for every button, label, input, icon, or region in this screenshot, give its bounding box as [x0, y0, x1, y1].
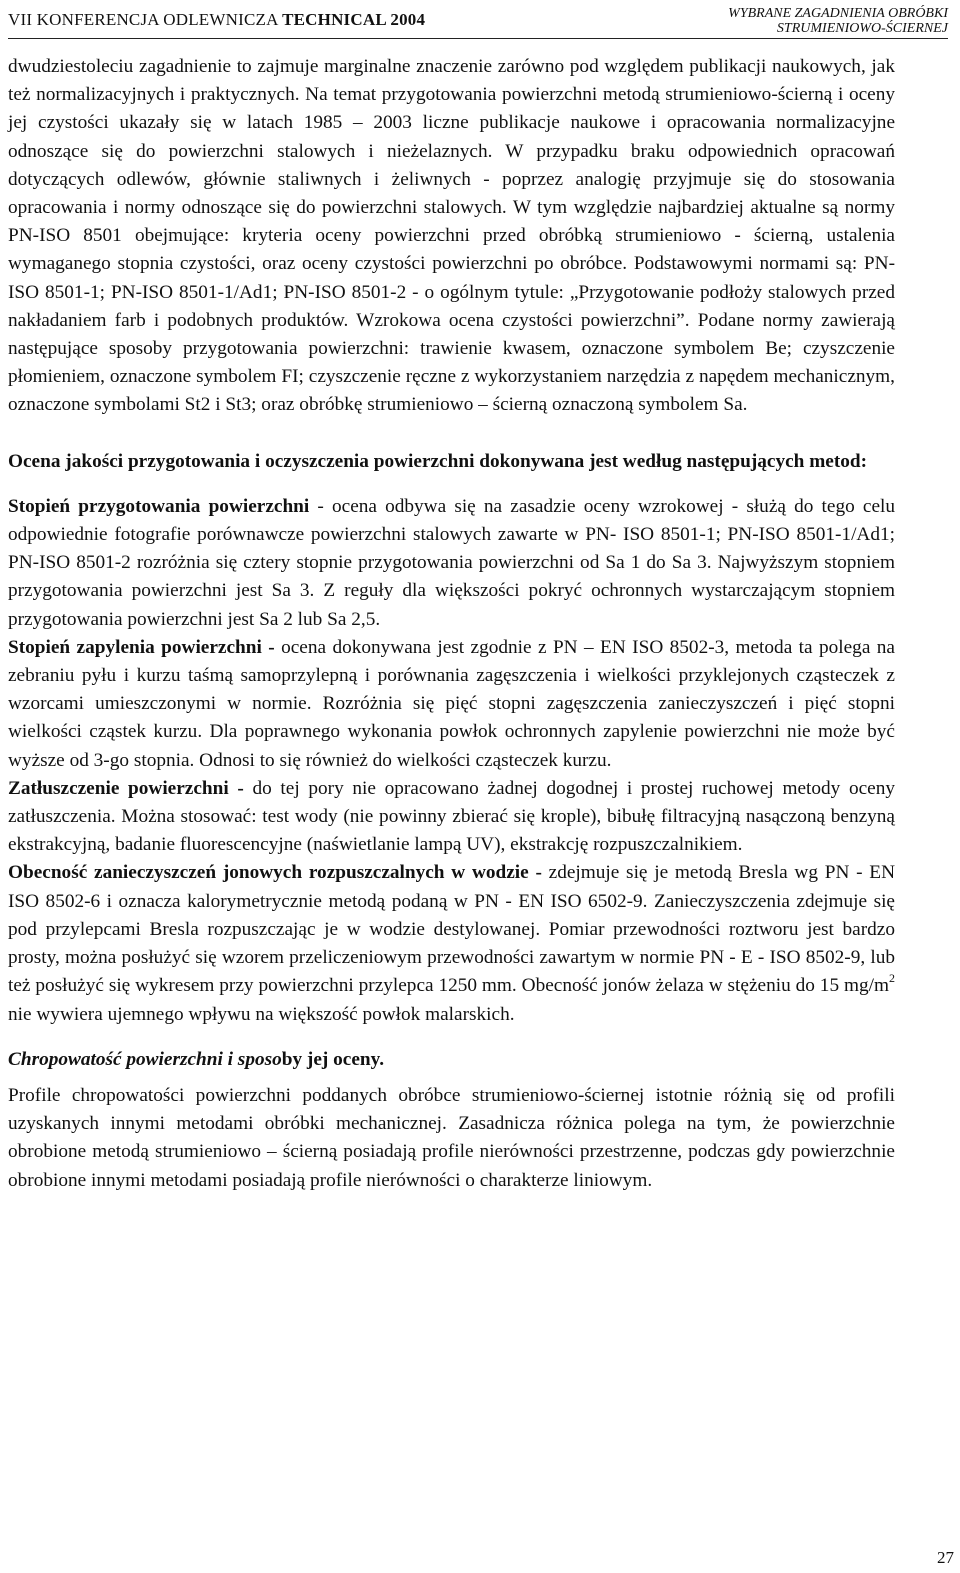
paragraph-preparation-degree: Stopień przygotowania powierzchni - ocena odbywa się na zasadzie oceny wzrokowej - służą do tego celu odpowiednie fotografie porównawcze powierzchni stalowych zawarte w PN- ISO 8501-1; PN-ISO 8501-1/Ad1; PN-ISO 8501-2 rozróżnia się cztery stopnie przygotowania powierzchni od Sa 1 do Sa 3. Najwyższym stopniem przygotowania powierzchni jest Sa 3. Z reguły dla większości pokryć ochronnych wystarczającym stopniem przygotowania powierzchni jest Sa 2 lub Sa 2,5. — [8, 495, 896, 630]
conference-title: VII KONFERENCJA ODLEWNICZA TECHNICAL 2004 — [8, 10, 426, 29]
paragraph-grease: Zatłuszczenie powierzchni - do tej pory nie opracowano żadnej dogodnej i prostej ruchowej metody oceny zatłuszczenia. Można stosować: test wody (nie powinny zbierać się krople), bibułę filtracyjną nasączoną benzyną ekstrakcyjną, badanie fluorescencyjne (naświetlanie lampą UV), ekstrakcję rozpuszczalnikiem. — [8, 777, 895, 856]
section-heading-quality: Ocena jakości przygotowania i oczyszczenia powierzchni dokonywana jest według następujących metod: — [8, 450, 868, 472]
paragraph-intro: dwudziestoleciu zagadnienie to zajmuje marginalne znaczenie zarówno pod względem publikacji naukowych, jak też normalizacyjnych i praktycznych. Na temat przygotowania powierzchni metodą strumieniowo-ścierną i oceny jej czystości ukazały się w latach 1985 – 2003 liczne publikacje naukowe i opracowania normalizacyjne odnoszące się do powierzchni stalowych i nieżelaznych. W przypadku braku odpowiednich opracowań dotyczących odlewów, głównie staliwnych i żeliwnych - poprzez analogię przyjmuje się do stosowania opracowania i normy odnoszące się do powierzchni stalowych. W tym względzie najbardziej aktualne są normy PN-ISO 8501 obejmujące: kryteria oceny powierzchni przed obróbką strumieniowo - ścierną, ustalenia wymaganego stopnia czystości, oraz oceny czystości powierzchni po obróbce. Podstawowymi normami są: PN-ISO 8501-1; PN-ISO 8501-1/Ad1; PN-ISO 8501-2 - o ogólnym tytule: „Przygotowanie podłoży stalowych przed nakładaniem farb i podobnych produktów. Wzrokowa ocena czystości powierzchni”. Podane normy zawierają następujące sposoby przygotowania powierzchni: trawienie kwasem, oznaczone symbolem Be; czyszczenie płomieniem, oznaczone symbolem FI; czyszczenie ręczne z wykorzystaniem narzędzia z napędem mechanicznym, oznaczone symbolami St2 i St3; oraz obróbkę strumieniowo – ścierną oznaczoną symbolem Sa. — [8, 56, 895, 416]
section-heading-roughness: Chropowatość powierzchni i sposoby jej oceny. — [8, 1048, 385, 1070]
section-title: WYBRANE ZAGADNIENIA OBRÓBKI STRUMIENIOWO-ŚCIERNEJ — [728, 6, 948, 36]
paragraph-dust-degree: Stopień zapylenia powierzchni - ocena dokonywana jest zgodnie z PN – EN ISO 8502-3, metoda ta polega na zebraniu pyłu i kurzu taśmą samoprzylepną i porównania zagęszczenia i wielkości przyklejonych cząsteczek z wzorcami umieszczonymi w normie. Rozróżnia się pięć stopni zagęszczenia zanieczyszczeń i pięć stopni wielkości cząstek kurzu. Dla poprawnego wykonania powłok ochronnych zapylenie powierzchni nie może być wyższe od 3-go stopnia. Odnosi to się również do wielkości cząsteczek kurzu. — [8, 636, 895, 771]
page-body — [8, 53, 895, 1195]
page-number: 27 — [937, 1548, 954, 1567]
page-header — [8, 4, 948, 39]
paragraph-ionic-contamination: Obecność zanieczyszczeń jonowych rozpuszczalnych w wodzie - zdejmuje się je metodą Bresla wg PN - EN ISO 8502-6 i oznacza kalorymetrycznie metodą podaną w PN - EN ISO 6502-9. Zanieczyszczenia zdejmuje się pod przylepcami Bresla rozpuszczając je w wodzie destylowanej. Pomiar przewodności roztworu jest bardzo prosty, można posłużyć się wzorem przeliczeniowym przewodności zawartym w normie PN - E - ISO 8502-9, lub też posłużyć się wykresem przy powierzchni przylepca 1250 mm. Obecność jonów żelaza w stężeniu do 15 $mg/m^2$ nie wywiera ujemnego wpływu na większość powłok malarskich. — [8, 862, 895, 1025]
paragraph-roughness: Profile chropowatości powierzchni poddanych obróbce strumieniowo-ściernej istotnie różnią się od profili uzyskanych innymi metodami obróbki mechanicznej. Zasadnicza różnica polega na tym, że powierzchnie obrobione metodą strumieniowo – ścierną posiadają profile nierówności przestrzenne, podczas gdy powierzchnie obrobione innymi metodami posiadają profile nierówności o charakterze liniowym. — [8, 1084, 895, 1191]
